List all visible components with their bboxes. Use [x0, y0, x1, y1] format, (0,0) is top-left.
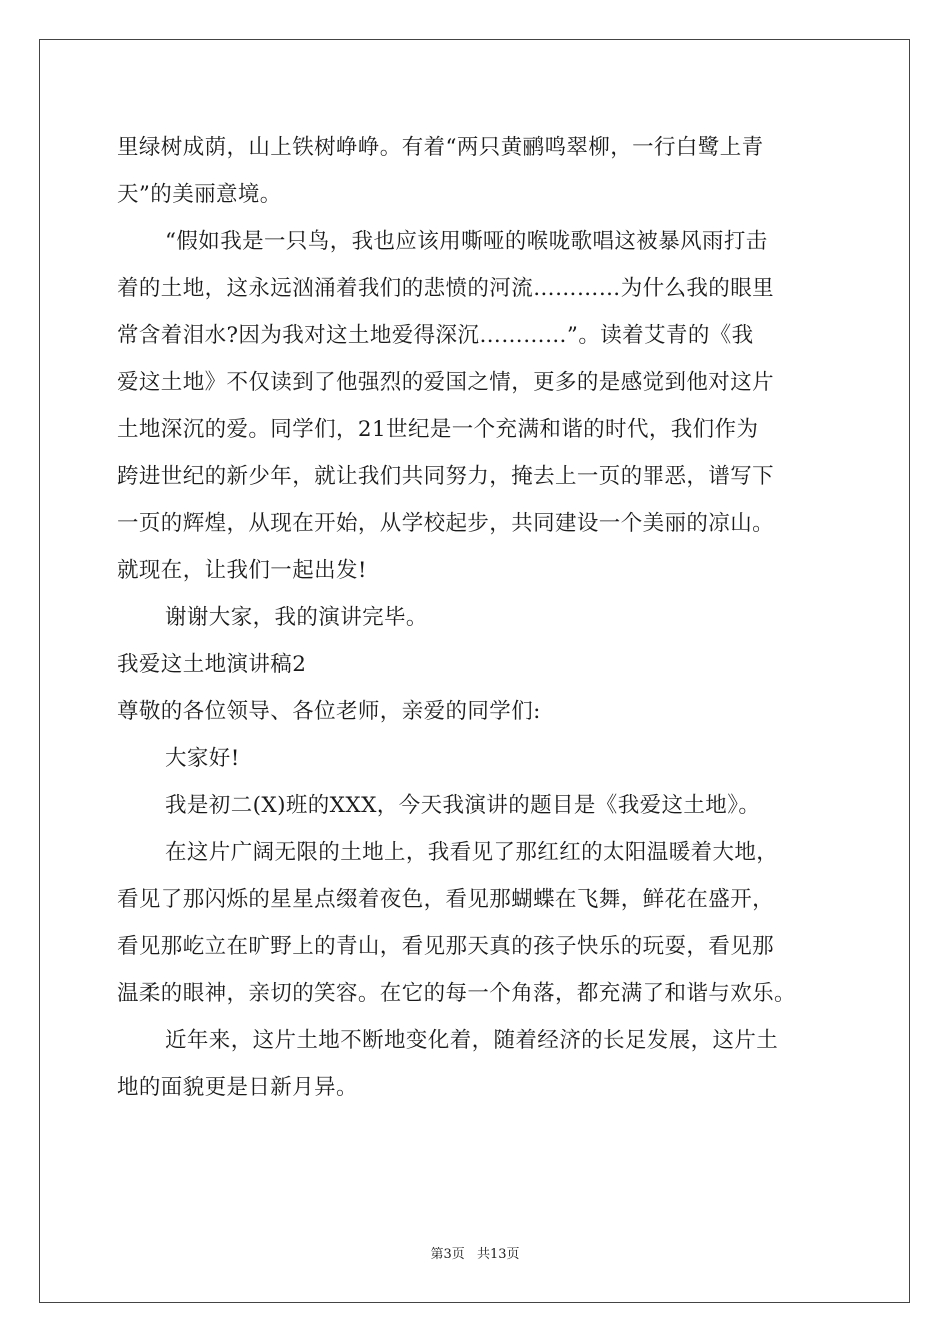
text-line: 就现在，让我们一起出发! [117, 558, 367, 583]
text-line: 在这片广阔无限的土地上，我看见了那红红的太阳温暖着大地， [165, 840, 779, 865]
text-line: 一页的辉煌，从现在开始，从学校起步，共同建设一个美丽的凉山。 [117, 511, 775, 536]
greeting: 大家好! [165, 746, 240, 771]
section-heading: 我爱这土地演讲稿2 [117, 652, 307, 677]
text-line: 土地深沉的爱。同学们，21世纪是一个充满和谐的时代，我们作为 [117, 417, 759, 442]
page-number: 第3页 [430, 1247, 465, 1262]
text-line: 温柔的眼神，亲切的笑容。在它的每一个角落，都充满了和谐与欢乐。 [117, 981, 796, 1006]
page-total: 共13页 [476, 1247, 520, 1262]
text-line: 跨进世纪的新少年，就让我们共同努力，掩去上一页的罪恶，谱写下 [117, 464, 775, 489]
page-footer [0, 1245, 950, 1265]
text-line: “假如我是一只鸟，我也应该用嘶哑的喉咙歌唱这被暴风雨打击 [165, 229, 768, 254]
document-body [117, 124, 837, 1111]
text-line: 地的面貌更是日新月异。 [117, 1075, 358, 1100]
text-line: 爱这土地》不仅读到了他强烈的爱国之情，更多的是感觉到他对这片 [117, 370, 775, 395]
text-line: 天”的美丽意境。 [117, 182, 282, 207]
text-line: 我是初二(X)班的XXX，今天我演讲的题目是《我爱这土地》。 [165, 793, 761, 818]
text-line: 着的土地，这永远汹涌着我们的悲愤的河流…………为什么我的眼里 [117, 276, 775, 301]
text-line: 近年来，这片土地不断地变化着，随着经济的长足发展，这片土 [165, 1028, 779, 1053]
text-line: 谢谢大家，我的演讲完毕。 [165, 605, 428, 630]
salutation: 尊敬的各位领导、各位老师，亲爱的同学们: [117, 699, 541, 724]
text-line: 看见那屹立在旷野上的青山，看见那天真的孩子快乐的玩耍，看见那 [117, 934, 775, 959]
text-line: 常含着泪水?因为我对这土地爱得深沉…………”。读着艾青的《我 [117, 323, 754, 348]
text-line: 看见了那闪烁的星星点缀着夜色，看见那蝴蝶在飞舞，鲜花在盛开， [117, 887, 775, 912]
text-line: 里绿树成荫，山上铁树峥峥。有着“两只黄鹂鸣翠柳，一行白鹭上青 [117, 135, 764, 160]
